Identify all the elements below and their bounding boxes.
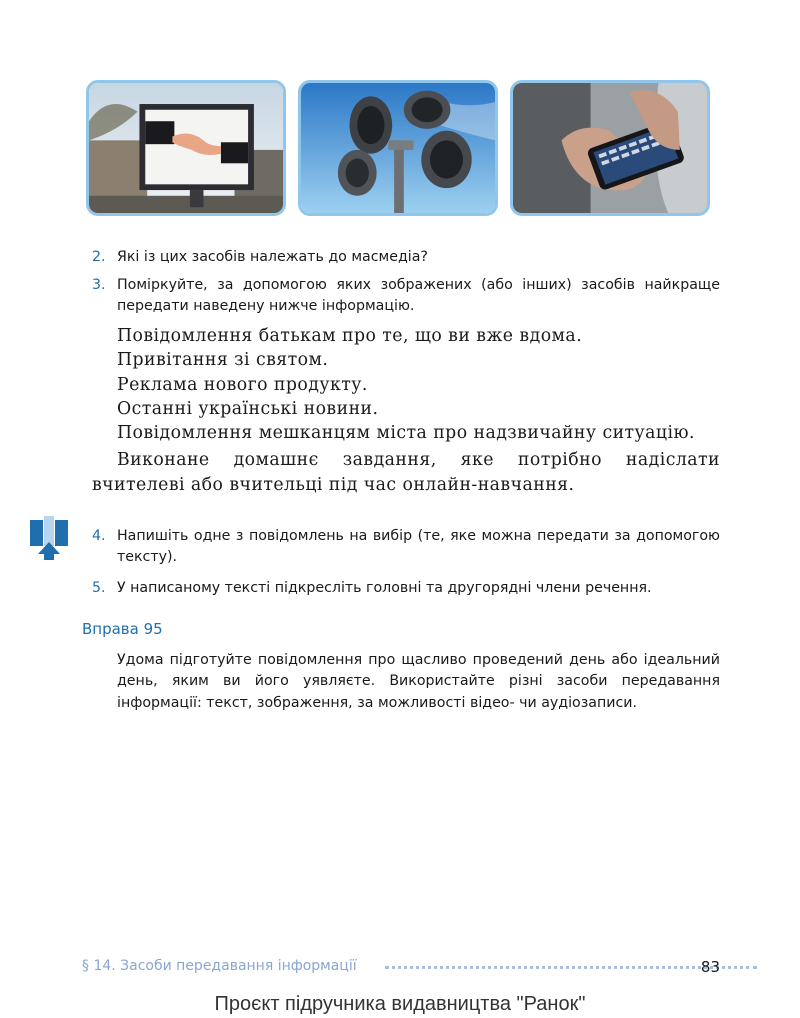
question-3 <box>92 275 720 317</box>
message-item: Реклама нового продукту. <box>117 374 368 395</box>
question-text: Напишіть одне з повідомлень на вибір (те, яке можна передати за допомогою тексту). <box>117 528 720 565</box>
message-item: Привітання зі святом. <box>117 350 329 371</box>
smartphone-typing-photo <box>510 80 710 216</box>
photo-strip <box>86 80 714 220</box>
question-number: 3. <box>92 277 106 293</box>
page-footer <box>82 958 720 980</box>
footer-section-title: § 14. Засоби передавання інформації <box>82 958 357 974</box>
split-arrow-icon <box>30 516 68 560</box>
publisher-watermark: Проєкт підручника видавництва "Ранок" <box>214 993 586 1015</box>
question-5 <box>92 578 720 599</box>
message-item: Виконане домашнє завдання, яке потрібно надіслати вчителеві або вчительці під час онлайн-навчання. <box>92 450 720 495</box>
exercise-text: Удома підготуйте повідомлення про щасливо проведений день або ідеальний день, яким ви його уявляєте. Використайте різні засоби передавання інформації: текст, зображення, за можливості відео- чи аудіозаписи. <box>117 652 720 711</box>
message-list <box>92 324 720 497</box>
question-number: 4. <box>92 528 106 544</box>
question-2 <box>92 247 720 268</box>
question-text: Які із цих засобів належать до масмедіа? <box>117 249 428 265</box>
message-item: Повідомлення мешканцям міста про надзвичайну ситуацію. <box>117 423 695 444</box>
question-4 <box>92 526 720 568</box>
exercise-title: Вправа 95 <box>82 620 163 638</box>
question-text: У написаному тексті підкресліть головні та другорядні члени речення. <box>117 580 652 596</box>
question-number: 5. <box>92 580 106 596</box>
message-item: Повідомлення батькам про те, що ви вже вдома. <box>117 326 583 346</box>
message-item: Останні українські новини. <box>117 398 379 419</box>
loudspeakers-photo <box>298 80 498 216</box>
page-number: 83 <box>700 958 720 976</box>
question-number: 2. <box>92 249 106 265</box>
billboard-handshake-photo <box>86 80 286 216</box>
question-text: Поміркуйте, за допомогою яких зображених (або інших) засобів найкраще передати наведену нижче інформацію. <box>117 277 720 314</box>
